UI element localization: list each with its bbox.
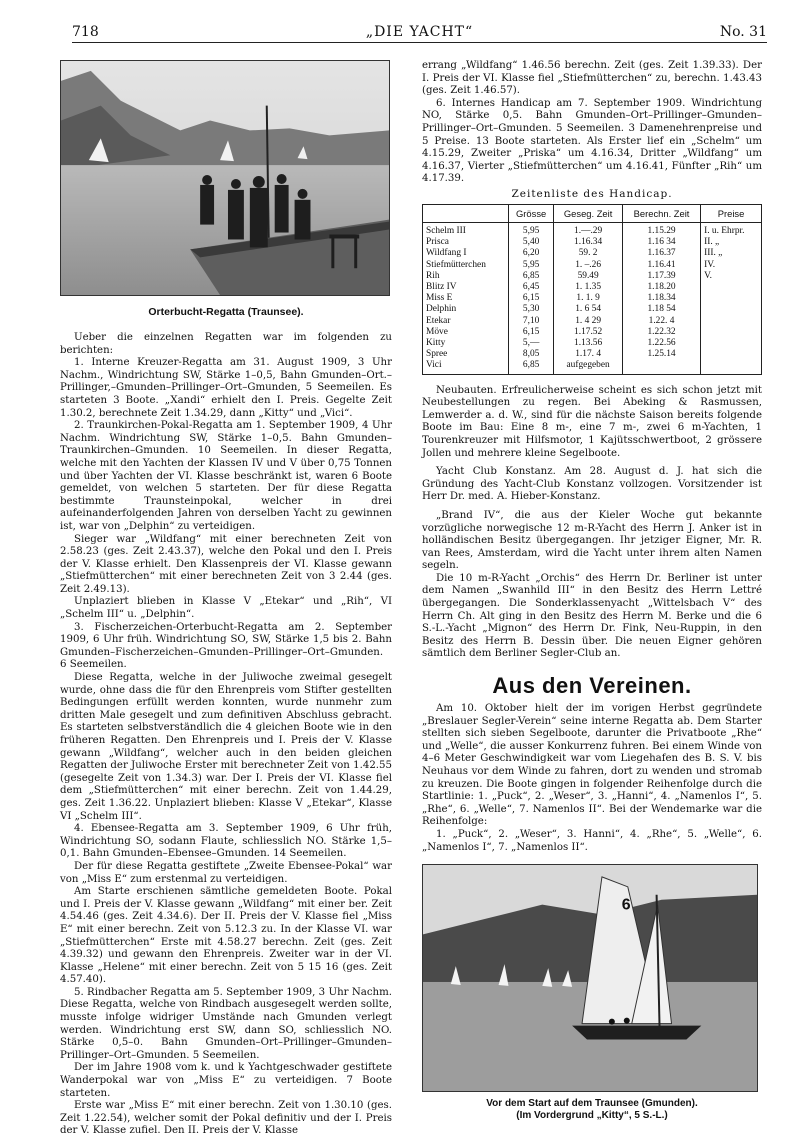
cell-boat: Etekar: [423, 316, 509, 327]
table-row: [423, 282, 762, 293]
table-row: [423, 327, 762, 338]
right-column: [422, 60, 762, 1122]
cell-boat: Delphin: [423, 304, 509, 315]
section-heading: Aus den Vereinen.: [492, 673, 692, 699]
left-paragraph: Am Starte erschienen sämtliche gemeldeten Boote. Pokal und I. Preis der V. Klasse gewann „Wildfang“ mit einer ber. Zeit 4.54.46 (ges. Zeit 4.34.6). Der II. Preis der V. Klasse fiel „Miss E“ mit einer berechn. Zeit von 5.12.3 zu. In der Klasse VI. war „Stiefmütterchen“ Erste mit 4.58.27 berechn. Zeit (ges. Zeit 4.39.32) und gewann den Ehrenpreis. Zweiter war in der VI. Klasse „Helene“ mit einer berechn. Zeit von 5 15 16 (ges. Zeit 4.57.40).: [60, 886, 392, 986]
cell-boat: Spree: [423, 349, 509, 360]
photo-caption-2: [422, 1098, 762, 1122]
cell-prize: IV.: [701, 260, 762, 271]
cell-sailed-time: 1. 1.35: [554, 282, 623, 293]
cell-prize: I. u. Ehrpr.: [701, 222, 762, 237]
cell-prize: V.: [701, 271, 762, 282]
cell-size: 5,40: [508, 237, 553, 248]
cell-size: 7,10: [508, 316, 553, 327]
cell-calculated-time: [622, 360, 700, 374]
left-paragraph: Erste war „Miss E“ mit einer berechn. Zeit von 1.30.10 (ges. Zeit 1.22.54), welcher somit der Pokal definitiv und der I. Preis der V. Klasse zufiel. Den II. Preis der V. Klasse: [60, 1100, 392, 1137]
cell-prize: [701, 293, 762, 304]
left-column: [60, 60, 392, 1138]
cell-sailed-time: 1.17. 4: [554, 349, 623, 360]
cell-sailed-time: aufgegeben: [554, 360, 623, 374]
cell-boat: Stiefmütterchen: [423, 260, 509, 271]
table-row: [423, 222, 762, 237]
cell-sailed-time: 1. 1. 9: [554, 293, 623, 304]
table-row: [423, 349, 762, 360]
cell-prize: [701, 349, 762, 360]
cell-boat: Blitz IV: [423, 282, 509, 293]
photo-caption: Orterbucht-Regatta (Traunsee).: [148, 306, 304, 318]
table-row: [423, 338, 762, 349]
cell-sailed-time: 1.16.34: [554, 237, 623, 248]
cell-boat: Möve: [423, 327, 509, 338]
cell-boat: Prisca: [423, 237, 509, 248]
table-row: [423, 260, 762, 271]
cell-calculated-time: 1.18.20: [622, 282, 700, 293]
cell-prize: [701, 282, 762, 293]
table-row: [423, 237, 762, 248]
left-paragraph: Sieger war „Wildfang“ mit einer berechneten Zeit von 2.58.23 (ges. Zeit 2.43.37), welche den Pokal und den I. Preis der V. Klasse erhielt. Den Klassenpreis der VI. Klasse gewann „Stiefmütterchen“ mit einer berechneten Zeit von 3 2.44 (ges. Zeit 2.49.13).: [60, 533, 392, 595]
cell-prize: [701, 304, 762, 315]
cell-sailed-time: 59.49: [554, 271, 623, 282]
left-paragraph: 2. Traunkirchen-Pokal-Regatta am 1. September 1909, 4 Uhr Nachm. Windrichtung SW, Stärke 1–0,5. Bahn Gmunden–Traunkirchen–Gmunden. 10 Seemeilen. In dieser Regatta, welche mit den Yachten der Klassen IV und V über 0,75 Tonnen und über Yachten der VI. Klasse beschränkt ist, waren 6 Boote gemeldet, von welchen 5 starteten. Der für diese Regatta bestimmte Traunsteinpokal, welcher in drei aufeinanderfolgenden Jahren von derselben Yacht zu gewinnen ist, war von „Delphin“ zu verteidigen.: [60, 420, 392, 532]
table-body: [423, 222, 762, 374]
left-paragraph: 3. Fischerzeichen-Orterbucht-Regatta am 2. September 1909, 6 Uhr früh. Windrichtung SO, SW, Stärke 1,5 bis 2. Bahn Gmunden–Fischerzeichen–Gmunden–Prillinger–Ort–Gmunden. 6 Seemeilen.: [60, 621, 392, 671]
sail-number: 6: [621, 896, 631, 914]
table-row: [423, 360, 762, 374]
cell-prize: [701, 316, 762, 327]
cell-size: 6,85: [508, 360, 553, 374]
table-row: [423, 293, 762, 304]
section-paragraph: 1. „Puck“, 2. „Weser“, 3. Hanni“, 4. „Rhe“, 5. „Welle“, 6. „Namenlos I“, 7. „Namenlos II“.: [422, 828, 762, 853]
left-paragraph: Diese Regatta, welche in der Juliwoche zweimal gesegelt wurde, ohne dass die für den Ehrenpreis vom Stifter gestellten Bedingungen erfüllt werden konnten, wurde nunmehr zum dritten Male gesegelt und zum definitiven Abschluss gebracht. Es starteten selbstverständlich die 4 gleichen Boote wie in den früheren Regatten. Den Ehrenpreis und I. Preis der V. Klasse gewann „Wildfang“, welcher auch in den beiden gleichen Regatten der Juliwoche Erster mit berechneter Zeit von 1.42.55 (gesegelte Zeit von 1.34.3) war. Der I. Preis der VI. Klasse fiel dem „Stiefmütterchen“ mit einer berechn. Zeit von 1.44.29, ges. Zeit 1.36.22. Unplaziert blieben: Klasse V „Etekar“, Klasse VI „Schelm III“.: [60, 672, 392, 822]
cell-sailed-time: 1. 4 29: [554, 316, 623, 327]
left-paragraph: Der im Jahre 1908 vom k. und k Yachtgeschwader gestiftete Wanderpokal war von „Miss E“ zu verteidigen. 7 Boote starteten.: [60, 1062, 392, 1099]
table-header-row: [423, 204, 762, 222]
cell-calculated-time: 1.16 34: [622, 237, 700, 248]
left-paragraph: 4. Ebensee-Regatta am 3. September 1909, 6 Uhr früh, Windrichtung SO, sodann Flaute, schliesslich NO. Stärke 1,5–0,1. Bahn Gmunden–Ebensee–Gmunden. 14 Seemeilen.: [60, 823, 392, 860]
orterbucht-regatta-photo: [60, 60, 390, 296]
cell-prize: II. „: [701, 237, 762, 248]
news-paragraph: Neubauten. Erfreulicherweise scheint es sich schon jetzt mit Neubestellungen zu regen. Bei Abeking & Rasmussen, Lemwerder a. d. W., sind für die nächste Saison bereits folgende Boote im Bau: Eine 8 m-, eine 7 m-, zwei 6 m-Yachten, 1 Tourenkreuzer mit Hilfsmotor, 1 Kajütsschwertboot, 2 grössere Jollen und mehrere kleine Segelboote.: [422, 384, 762, 459]
left-paragraph: Unplaziert blieben in Klasse V „Etekar“ und „Rih“, VI „Schelm III“ u. „Delphin“.: [60, 596, 392, 621]
cell-size: 6,85: [508, 271, 553, 282]
right-paragraph: errang „Wildfang“ 1.46.56 berechn. Zeit (ges. Zeit 1.39.33). Der I. Preis der VI. Klasse fiel „Stiefmütterchen“ zu, berechn. 1.43.43 (ges. Zeit 1.46.57).: [422, 60, 762, 97]
cell-sailed-time: 59. 2: [554, 248, 623, 259]
cell-size: 5,95: [508, 260, 553, 271]
traunsee-start-photo: [422, 864, 758, 1092]
cell-size: 6,45: [508, 282, 553, 293]
cell-size: 5,—: [508, 338, 553, 349]
cell-sailed-time: 1.—.29: [554, 222, 623, 237]
page-number: 718: [72, 24, 99, 40]
cell-boat: Schelm III: [423, 222, 509, 237]
journal-title: „DIE YACHT“: [365, 24, 474, 40]
page-header: [72, 20, 767, 43]
cell-calculated-time: 1.22.56: [622, 338, 700, 349]
news-paragraph: Die 10 m-R-Yacht „Orchis“ des Herrn Dr. Berliner ist unter dem Namen „Swanhild III“ in den Besitz des Herrn Lettré übergegangen. Die Sonderklassenyacht „Wittelsbach V“ des Herrn Ch. Alt ging in den Besitz des Herrn M. Berke und die 6 S.-L.-Yacht „Mignon“ des Herrn Dr. Fink, Neu-Ruppin, in den Besitz des Herrn B. Dessin über. Die neuen Eigner gehören sämtlich dem Berliner Segler-Club an.: [422, 572, 762, 660]
cell-calculated-time: 1.18.34: [622, 293, 700, 304]
left-paragraph: 1. Interne Kreuzer-Regatta am 31. August 1909, 3 Uhr Nachm., Windrichtung SW, Stärke 1–0,5, Bahn Gmunden–Ort.–Prillinger,–Gmunden–Prillinger–Ort–Gmunden, 5 Seemeilen. Es starteten 3 Boote. „Xandi“ erhielt den I. Preis. Gegelte Zeit 1.30.2, berechnete Zeit 1.34.29, dann „Kitty“ und „Vici“.: [60, 357, 392, 419]
cell-calculated-time: 1.15.29: [622, 222, 700, 237]
cell-size: 5,30: [508, 304, 553, 315]
cell-size: 6,15: [508, 327, 553, 338]
left-paragraph: Ueber die einzelnen Regatten war im folgenden zu berichten:: [60, 332, 392, 356]
handicap-time-table: [422, 204, 762, 375]
news-paragraph: „Brand IV“, die aus der Kieler Woche gut bekannte vorzügliche norwegische 12 m-R-Yacht des Herrn J. Anker ist in holländischen Besitz übergegangen. Ihr jetziger Eigner, Mr. R. van Rees, Amsterdam, wird die Yacht unter ihrem alten Namen segeln.: [422, 509, 762, 572]
caption-line: (Im Vordergrund „Kitty“, 5 S.-L.): [516, 1110, 668, 1122]
cell-prize: [701, 327, 762, 338]
section-paragraph: Am 10. Oktober hielt der im vorigen Herbst gegründete „Breslauer Segler-Verein“ seine interne Regatta ab. Dem Starter stellten sich sieben Segelboote, darunter die Privatboote „Rhe“ und „Welle“, die ausser Konkurrenz fuhren. Bei einem Winde von 4–6 Meter Geschwindigkeit war vom Liegehafen des B. S. V. bis Neuhaus vor dem Winde zu fahren, dort zu wenden und stromab zu kreuzen. Die Boote gingen in folgender Reihenfolge durch die Startlinie: 1. „Puck“, 2. „Weser“, 3. „Hanni“, 4. „Namenlos I“, 5. „Rhe“, 6. „Welle“, 7. Namenlos II“. Bei der Wendemarke war die Reihenfolge:: [422, 703, 762, 828]
header-cell-size: Grösse: [508, 204, 553, 222]
cell-sailed-time: 1. 6 54: [554, 304, 623, 315]
cell-calculated-time: 1.22. 4: [622, 316, 700, 327]
cell-prize: [701, 360, 762, 374]
table-title: Zeitenliste des Handicap.: [511, 187, 673, 200]
table-row: [423, 271, 762, 282]
cell-boat: Miss E: [423, 293, 509, 304]
header-cell-calculated-time: Berechn. Zeit: [622, 204, 700, 222]
cell-prize: [701, 338, 762, 349]
right-paragraph: 6. Internes Handicap am 7. September 1909. Windrichtung NO, Stärke 0,5. Bahn Gmunden–Ort–Prillinger–Gmunden–Prillinger–Ort–Gmunden. 5 Seemeilen. 3 Damenehrenpreise und 5 Preise. 13 Boote starteten. Als Erster lief ein „Schelm“ um 4.15.29, Zweiter „Priska“ um 4.16.34, Dritter „Wildfang“ um 4.16.37, Vierter „Stiefmütterchen“ um 4.16.41, Fünfter „Rih“ um 4.17.39.: [422, 97, 762, 185]
cell-size: 6,15: [508, 293, 553, 304]
cell-boat: Vici: [423, 360, 509, 374]
header-cell-prizes: Preise: [701, 204, 762, 222]
cell-calculated-time: 1.18 54: [622, 304, 700, 315]
cell-size: 5,95: [508, 222, 553, 237]
left-paragraph: Der für diese Regatta gestiftete „Zweite Ebensee-Pokal“ war von „Miss E“ zum erstenmal zu verteidigen.: [60, 860, 392, 885]
cell-calculated-time: 1.16.37: [622, 248, 700, 259]
cell-prize: III. „: [701, 248, 762, 259]
cell-boat: Kitty: [423, 338, 509, 349]
cell-calculated-time: 1.17.39: [622, 271, 700, 282]
cell-sailed-time: 1.17.52: [554, 327, 623, 338]
cell-boat: Wildfang I: [423, 248, 509, 259]
cell-calculated-time: 1.25.14: [622, 349, 700, 360]
cell-sailed-time: 1. –.26: [554, 260, 623, 271]
issue-number: No. 31: [719, 24, 767, 40]
cell-calculated-time: 1.22.32: [622, 327, 700, 338]
table-row: [423, 248, 762, 259]
cell-size: 8,05: [508, 349, 553, 360]
cell-calculated-time: 1.16.41: [622, 260, 700, 271]
header-cell-sailed-time: Geseg. Zeit: [554, 204, 623, 222]
news-paragraph: Yacht Club Konstanz. Am 28. August d. J. hat sich die Gründung des Yacht-Club Konstanz vollzogen. Vorsitzender ist Herr Dr. med. A. Hieber-Konstanz.: [422, 466, 762, 503]
caption-line: Vor dem Start auf dem Traunsee (Gmunden).: [486, 1098, 698, 1110]
cell-size: 6,20: [508, 248, 553, 259]
header-cell-boat: [423, 204, 509, 222]
table-row: [423, 316, 762, 327]
cell-sailed-time: 1.13.56: [554, 338, 623, 349]
cell-boat: Rih: [423, 271, 509, 282]
table-row: [423, 304, 762, 315]
left-paragraph: 5. Rindbacher Regatta am 5. September 1909, 3 Uhr Nachm. Diese Regatta, welche von Rindbach ausgesegelt werden sollte, musste infolge widriger Umstände nach Gmunden verlegt werden. Windrichtung erst SW, dann SO, schliesslich NO. Stärke 0,5–0. Bahn Gmunden–Ort–Prillinger–Gmunden–Prillinger–Ort–Gmunden. 5 Seemeilen.: [60, 986, 392, 1061]
